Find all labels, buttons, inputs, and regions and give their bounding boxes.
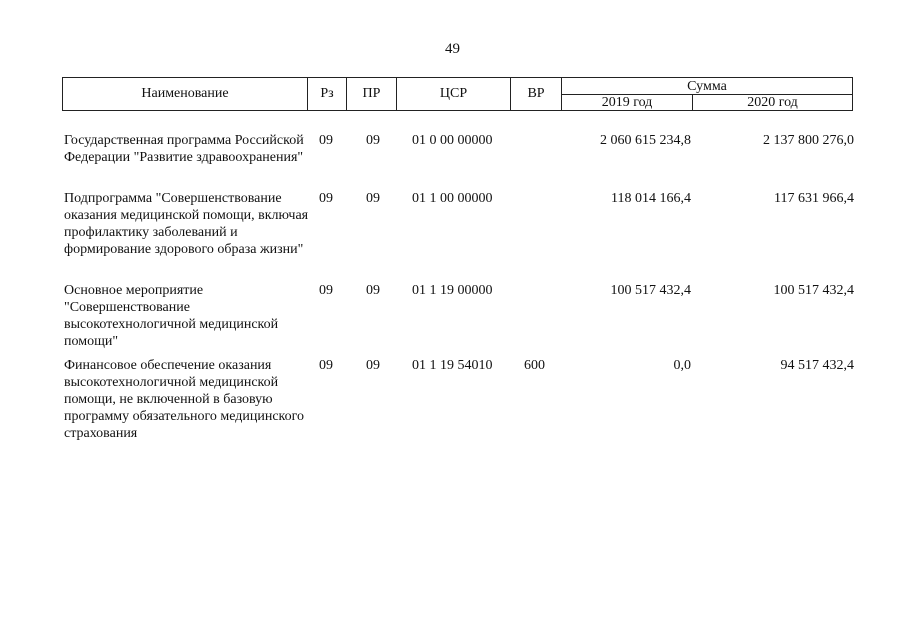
row-rz: 09 <box>319 191 333 206</box>
row-sum-2019: 118 014 166,4 <box>611 191 691 206</box>
row-sum-2019: 100 517 432,4 <box>610 283 691 298</box>
row-rz: 09 <box>319 133 333 148</box>
row-sum-2020: 100 517 432,4 <box>773 283 854 298</box>
row-sum-2020: 94 517 432,4 <box>780 358 854 373</box>
header-name: Наименование <box>141 86 229 101</box>
row-rz: 09 <box>319 358 333 373</box>
page-number: 49 <box>445 41 460 57</box>
header-sum: Сумма <box>687 79 727 94</box>
row-csr: 01 0 00 00000 <box>412 133 493 148</box>
row-csr: 01 1 00 00000 <box>412 191 493 206</box>
row-rz: 09 <box>319 283 333 298</box>
row-name: Подпрограмма "Совершенствование оказания медицинской помощи, включая профилактику заболеваний и формирование здорового образа жизни" <box>64 191 309 257</box>
row-name: Финансовое обеспечение оказания высокотехнологичной медицинской помощи, не включенной в базовую программу обязательного медицинского страхования <box>64 358 305 441</box>
header-rz: Рз <box>320 86 334 101</box>
row-name: Основное мероприятие "Совершенствование высокотехнологичной медицинской помощи" <box>64 283 279 349</box>
row-vr: 600 <box>524 358 545 373</box>
row-name: Государственная программа Российской Федерации "Развитие здравоохранения" <box>64 133 304 165</box>
row-sum-2020: 117 631 966,4 <box>774 191 854 206</box>
row-csr: 01 1 19 54010 <box>412 358 493 373</box>
row-pr: 09 <box>366 283 380 298</box>
row-sum-2019: 2 060 615 234,8 <box>600 133 691 148</box>
table-header <box>62 77 853 111</box>
header-csr: ЦСР <box>439 86 468 101</box>
header-pr: ПР <box>362 86 381 101</box>
row-sum-2019: 0,0 <box>673 358 691 373</box>
header-2020: 2020 год <box>747 95 798 110</box>
row-csr: 01 1 19 00000 <box>412 283 493 298</box>
header-vr: ВР <box>527 86 545 101</box>
row-pr: 09 <box>366 358 380 373</box>
header-2019: 2019 год <box>601 95 653 110</box>
row-pr: 09 <box>366 191 380 206</box>
row-pr: 09 <box>366 133 380 148</box>
row-sum-2020: 2 137 800 276,0 <box>763 133 854 148</box>
